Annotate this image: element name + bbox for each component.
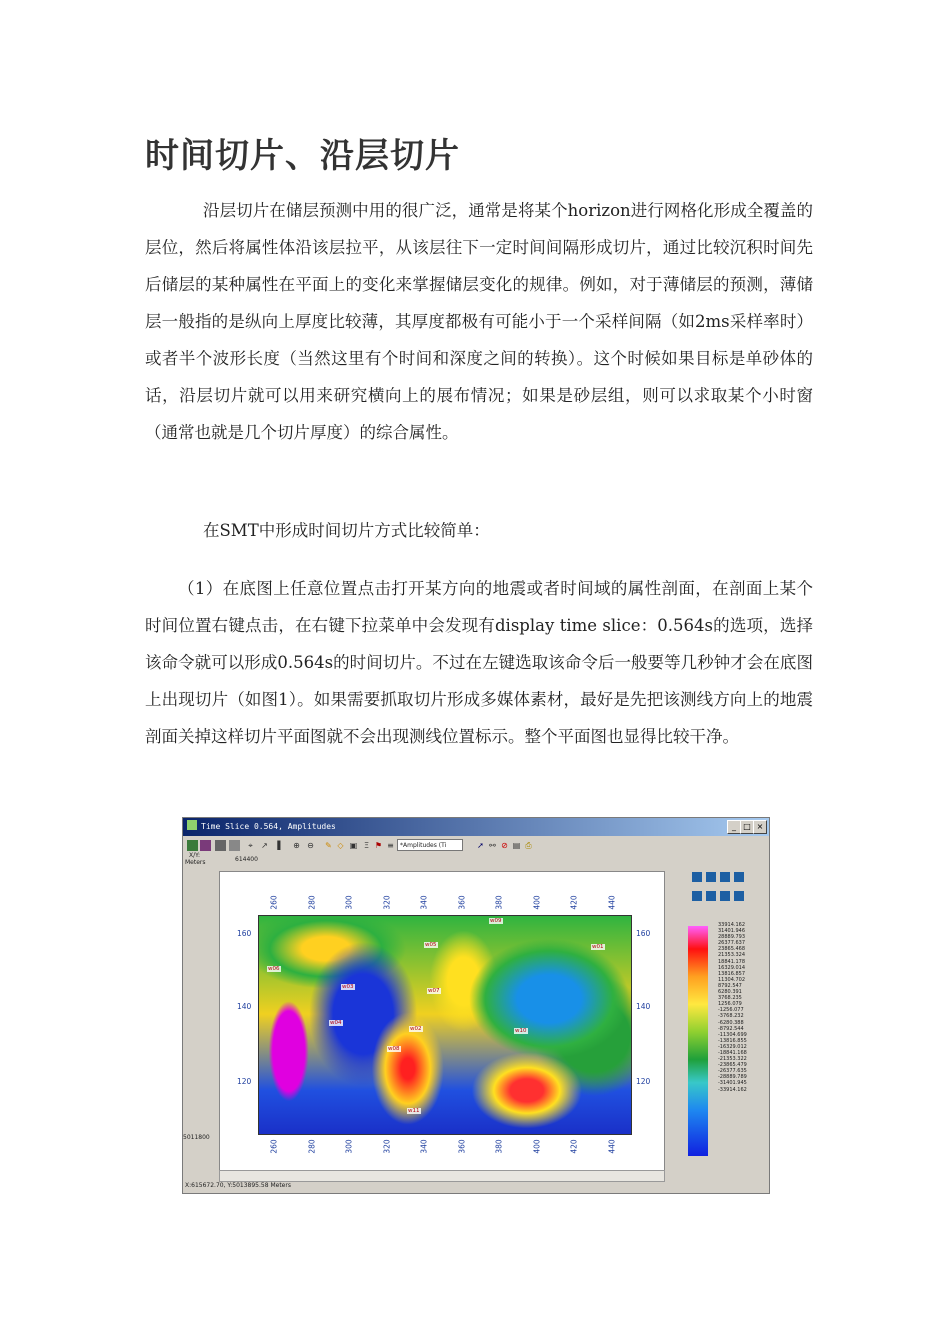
save-icon[interactable]: ▤ — [512, 841, 521, 850]
color-scale-value: -33914.162 — [718, 1086, 747, 1093]
bottom-tick-label: 380 — [494, 1139, 504, 1154]
top-tick-label: 280 — [307, 895, 316, 910]
side-toolbar — [690, 868, 752, 906]
top-tick-label: 320 — [382, 895, 391, 910]
bottom-tick-label: 400 — [532, 1139, 541, 1154]
app-icon — [187, 820, 197, 830]
table-icon[interactable] — [734, 891, 744, 901]
pan-icon[interactable]: ▌ — [277, 841, 284, 850]
color-scale-value: 13816.857 — [718, 970, 746, 977]
layout-icon[interactable] — [706, 891, 716, 901]
ruler-icon[interactable]: ≡ — [387, 841, 394, 850]
right-tick-label: 120 — [636, 1077, 651, 1086]
well-label[interactable]: w07 — [428, 988, 440, 994]
back-icon[interactable] — [720, 872, 730, 882]
color-scale-bar — [688, 926, 708, 1156]
well-label[interactable]: w11 — [408, 1108, 420, 1114]
layer-icon[interactable] — [200, 840, 211, 851]
paragraph-1: 沿层切片在储层预测中用的很广泛，通常是将某个horizon进行网格化形成全覆盖的层位，然后将属性体沿该层拉平，从该层往下一定时间间隔形成切片，通过比较沉积时间先后储层的某种属性在平面上的变化来掌握储层变化的规律。例如，对于薄储层的预测，薄储层一般指的是纵向上厚度比较薄，其厚度都极有可能小于一个采样间隔（如2ms采样率时）或者半个波形长度（当然这里有个时间和深度之间的转换）。这个时候如果目标是单砂体的话，沿层切片就可以用来研究横向上的展布情况；如果是砂层组，则可以求取某个小时窗（通常也就是几个切片厚度）的综合属性。 — [145, 201, 813, 442]
zoom-out-icon[interactable]: ⊖ — [307, 841, 314, 850]
map-canvas[interactable] — [219, 871, 665, 1173]
color-scale-value: -11304.699 — [718, 1031, 747, 1038]
flag-icon[interactable]: ⚑ — [374, 841, 383, 850]
color-scale-values — [718, 922, 747, 1093]
map-icon[interactable] — [187, 840, 198, 851]
chart-icon[interactable] — [720, 891, 730, 901]
select-icon[interactable]: ⌖ — [248, 841, 253, 850]
color-scale-value: 6280.391 — [718, 989, 742, 996]
ruler-units: Meters — [185, 859, 206, 866]
color-scale-value: 3768.235 — [718, 995, 742, 1002]
well-label[interactable]: w06 — [268, 966, 280, 972]
window-title: Time Slice 0.564, Amplitudes — [201, 822, 336, 831]
top-tick-label: 300 — [344, 895, 354, 910]
maximize-button[interactable]: □ — [740, 820, 754, 834]
color-scale-value: 21353.324 — [718, 952, 746, 959]
left-tick-label: 120 — [237, 1077, 252, 1086]
link-icon[interactable]: ⚯ — [489, 841, 496, 850]
left-tick-label: 140 — [237, 1002, 252, 1011]
color-scale-value: 28889.793 — [718, 934, 746, 941]
time-slice-map[interactable] — [258, 915, 632, 1135]
grid-icon[interactable] — [215, 840, 226, 851]
toolbar — [183, 837, 769, 855]
top-tick-label: 380 — [494, 895, 504, 910]
ruler-y-value: 5011800 — [183, 1134, 210, 1141]
zoom-in-icon[interactable]: ⊕ — [293, 841, 300, 850]
ruler-x-value: 614400 — [235, 856, 258, 863]
paragraph-2: 在SMT中形成时间切片方式比较简单： — [203, 521, 490, 540]
window-title-bar[interactable] — [183, 818, 769, 836]
top-tick-label: 260 — [269, 895, 279, 910]
color-scale-value: 23865.468 — [718, 946, 746, 953]
pointer-icon[interactable]: ↗ — [261, 841, 268, 850]
save-map-icon[interactable] — [706, 872, 716, 882]
text-icon[interactable]: Ξ — [363, 841, 370, 850]
lod-icon[interactable] — [229, 840, 240, 851]
top-tick-label: 440 — [607, 895, 616, 910]
bottom-tick-label: 360 — [457, 1139, 466, 1154]
right-tick-label: 160 — [636, 929, 651, 938]
color-scale-value: -16329.012 — [718, 1043, 747, 1050]
color-scale-value: -21353.322 — [718, 1056, 747, 1063]
color-scale-value: -23865.479 — [718, 1062, 747, 1069]
shape-icon[interactable]: ◇ — [337, 841, 344, 850]
color-scale-value: -28889.789 — [718, 1074, 747, 1081]
well-label[interactable]: w01 — [592, 944, 604, 950]
left-tick-label: 160 — [237, 929, 252, 938]
color-scale-value: 31401.946 — [718, 928, 746, 935]
color-scale-value: -8792.544 — [718, 1025, 744, 1032]
close-button[interactable]: × — [753, 820, 767, 834]
color-scale-value: 16329.014 — [718, 964, 746, 971]
pencil-icon[interactable]: ✎ — [325, 841, 332, 850]
bottom-tick-label: 420 — [569, 1139, 579, 1154]
bottom-tick-label: 340 — [419, 1139, 429, 1154]
stop-icon[interactable]: ⊘ — [501, 841, 508, 850]
color-scale-value: -6280.388 — [718, 1019, 744, 1026]
well-label[interactable]: w09 — [490, 918, 502, 924]
horizontal-scrollbar[interactable] — [219, 1170, 665, 1182]
status-bar: X:615672.70, Y:5013895.58 Meters — [185, 1182, 291, 1189]
bottom-tick-label: 280 — [307, 1139, 316, 1154]
well-label[interactable]: w10 — [515, 1028, 527, 1034]
attribute-select[interactable]: *Amplitudes (Ti — [397, 839, 463, 851]
color-scale-value: -1256.077 — [718, 1007, 744, 1014]
open-icon[interactable] — [692, 872, 702, 882]
well-label[interactable]: w04 — [330, 1020, 342, 1026]
top-tick-label: 420 — [569, 895, 579, 910]
color-scale-value: -18841.168 — [718, 1049, 747, 1056]
well-label[interactable]: w05 — [425, 942, 437, 948]
frame-icon[interactable]: ▣ — [349, 841, 358, 850]
bottom-tick-label: 300 — [344, 1139, 354, 1154]
top-tick-label: 340 — [419, 895, 429, 910]
arrow-icon[interactable]: ➚ — [477, 841, 484, 850]
well-label[interactable]: w03 — [342, 984, 354, 990]
color-scale-value: -13816.855 — [718, 1037, 747, 1044]
color-scale-value: -26377.635 — [718, 1068, 747, 1075]
page-title: 时间切片、沿层切片 — [145, 136, 460, 176]
color-scale-value: 11304.702 — [718, 976, 746, 983]
color-scale-value: -31401.945 — [718, 1080, 747, 1087]
ruler-xy-label: X/Y: — [189, 852, 201, 859]
paragraph-3: （1）在底图上任意位置点击打开某方向的地震或者时间域的属性剖面，在剖面上某个时间位置右键点击，在右键下拉菜单中会发现有display time slice：0.564s的选项，选择该命令就可以形成0.564s的时间切片。不过在左键选取该命令后一般要等几秒钟才会在底图上出现切片（如图1）。如果需要抓取切片形成多媒体素材，最好是先把该测线方向上的地震剖面关掉这样切片平面图就不会出现测线位置标示。整个平面图也显得比较干净。 — [145, 579, 813, 746]
forward-icon[interactable] — [734, 872, 744, 882]
color-scale-value: 33914.162 — [718, 922, 746, 928]
well-label[interactable]: w08 — [388, 1046, 400, 1052]
well-label[interactable]: w02 — [410, 1026, 422, 1032]
palette-icon[interactable] — [692, 891, 702, 901]
bottom-tick-label: 260 — [269, 1139, 279, 1154]
color-scale-value: -3768.232 — [718, 1013, 744, 1020]
bottom-tick-label: 440 — [607, 1139, 616, 1154]
top-tick-label: 400 — [532, 895, 541, 910]
color-scale-value: 18841.178 — [718, 958, 746, 965]
top-tick-label: 360 — [457, 895, 466, 910]
color-scale-value: 8792.547 — [718, 982, 742, 989]
color-scale-value: 1256.079 — [718, 1001, 742, 1008]
bottom-tick-label: 320 — [382, 1139, 391, 1154]
color-scale-value: 26377.637 — [718, 940, 746, 947]
minimize-button[interactable]: _ — [727, 820, 741, 834]
print-icon[interactable]: ⎙ — [525, 841, 532, 850]
time-slice-window — [182, 817, 770, 1194]
right-tick-label: 140 — [636, 1002, 651, 1011]
